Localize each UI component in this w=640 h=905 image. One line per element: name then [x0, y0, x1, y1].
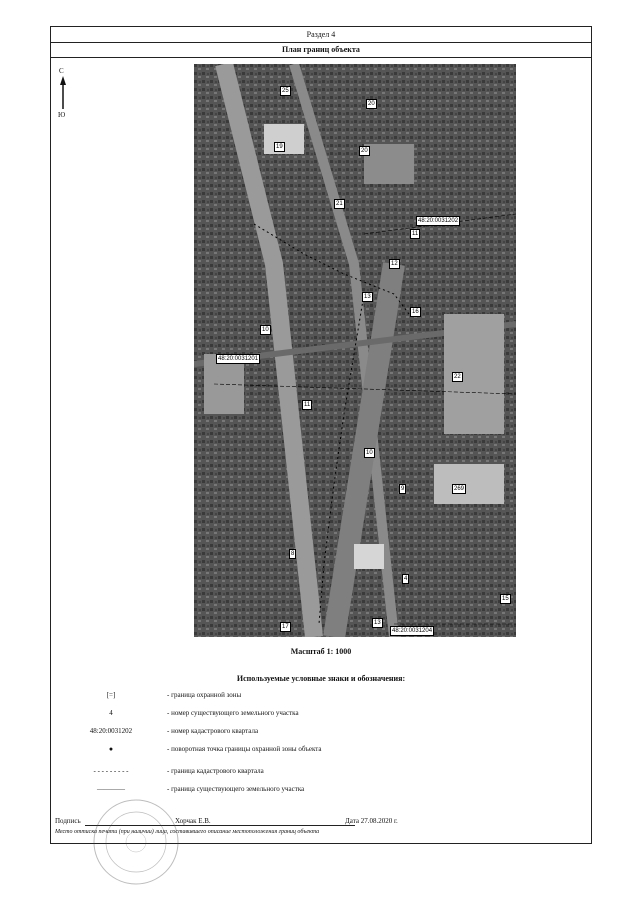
plot-label: 21: [336, 201, 343, 207]
plot-label: 20: [368, 101, 375, 107]
document-sheet: [50, 26, 592, 844]
plot-label: 13: [374, 620, 381, 626]
cadastre-quarter-label: 48:20:0031202: [418, 218, 459, 224]
plot-label: 16: [412, 309, 419, 315]
plot-label: 22: [454, 374, 461, 380]
plot-label: 20: [361, 148, 368, 154]
plot-label: 4: [404, 576, 408, 582]
aerial-map: [194, 64, 516, 637]
cadastre-boundary-symbol: - - - - - - - - -: [93, 767, 129, 775]
legend-text: - номер существующего земельного участка: [167, 709, 299, 717]
turning-point-symbol: ●: [108, 745, 114, 753]
legend-text: - граница кадастрового квартала: [167, 767, 264, 775]
plot-label: 10: [366, 450, 373, 456]
plot-label: 8: [291, 551, 295, 557]
plot-label: 11: [304, 402, 311, 408]
legend-text: - поворотная точка границы охранной зоны объекта: [167, 745, 322, 753]
guard-zone-symbol: [=]: [106, 691, 116, 699]
plot-label: 19: [276, 144, 283, 150]
plot-label: 15: [502, 596, 509, 602]
compass-south-label: Ю: [58, 111, 66, 119]
legend-text: - граница существующего земельного участка: [167, 785, 305, 793]
legend: [71, 689, 511, 801]
compass: [56, 67, 70, 119]
aerial-photo: [194, 64, 516, 637]
plot-label: 11: [412, 231, 419, 237]
compass-north-label: С: [59, 67, 64, 75]
legend-item: [71, 689, 511, 707]
plot-number-symbol: 4: [109, 709, 113, 717]
plot-label: 269: [454, 486, 465, 492]
legend-item: [71, 743, 511, 765]
plot-label: 13: [364, 294, 371, 300]
cadastre-quarter-label: 48:20:0031201: [218, 356, 259, 362]
plot-label: 10: [262, 327, 269, 333]
legend-text: - граница охранной зоны: [167, 691, 242, 699]
stamp-seal-icon: [91, 797, 181, 887]
seal-footnote: Место оттиска печати (при наличии) лица, составившего описание местоположения границ объекта: [55, 829, 320, 835]
page-title: План границ объекта: [51, 42, 591, 58]
legend-item: [71, 707, 511, 725]
map-scale: Масштаб 1: 1000: [290, 647, 352, 656]
section-header: Раздел 4: [51, 27, 591, 43]
legend-text: - номер кадастрового квартала: [167, 727, 259, 735]
legend-title: Используемые условные знаки и обозначения:: [236, 674, 406, 683]
plot-boundary-symbol: ————: [97, 785, 125, 793]
plot-label: 12: [391, 261, 398, 267]
signature-label: Подпись: [55, 817, 81, 825]
plot-label: 9: [401, 486, 405, 492]
cadastre-quarter-label: 48:20:0031204: [392, 628, 433, 634]
plot-label: 17: [282, 624, 289, 630]
signer-name: Хорчак Е.В.: [175, 817, 211, 825]
cadastre-number-symbol: 48:20:0031202: [89, 727, 133, 735]
legend-item: [71, 725, 511, 743]
plot-label: 25: [282, 88, 289, 94]
signature-date: Дата 27.08.2020 г.: [345, 817, 398, 825]
legend-item: [71, 765, 511, 783]
